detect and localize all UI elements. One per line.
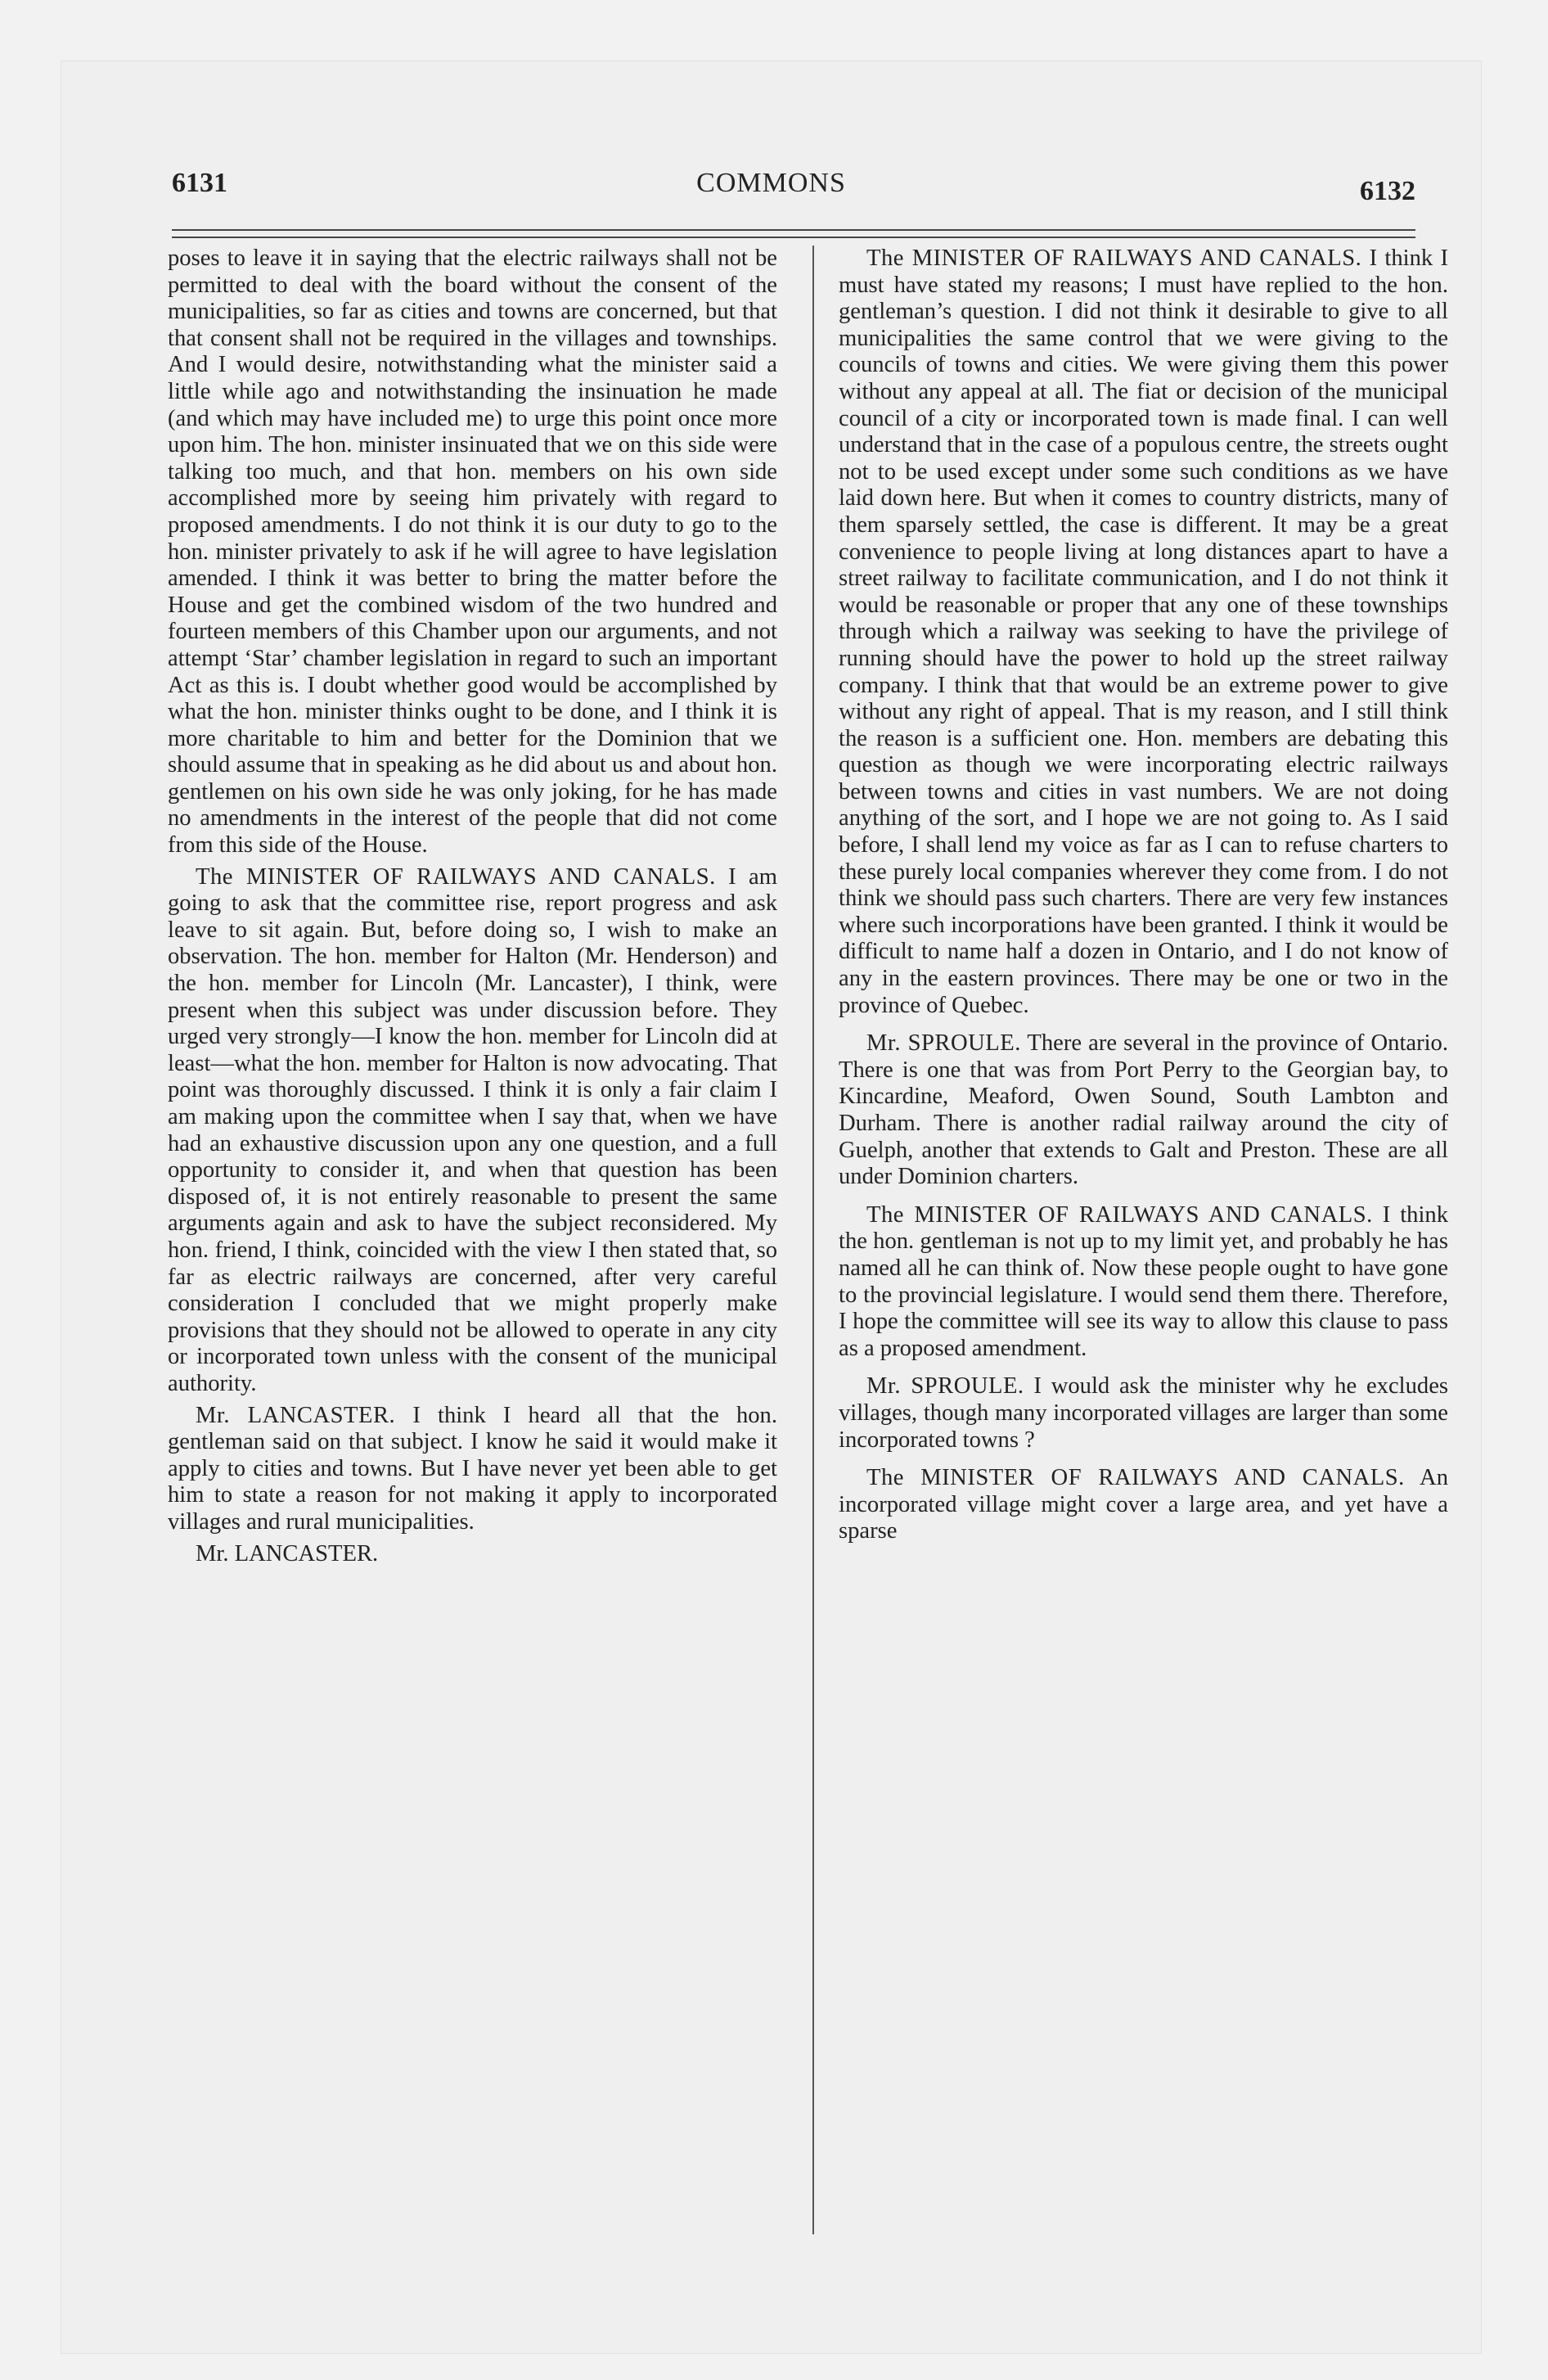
paragraph xyxy=(168,864,777,1398)
paragraph xyxy=(168,246,777,859)
header-rule xyxy=(172,229,1415,238)
speaker-name: The MINISTER OF RAILWAYS AND CANALS. xyxy=(196,863,716,890)
paragraph-text: An incorporated village might cover a large area, and yet have a sparse xyxy=(839,1465,1448,1544)
paragraph-text: I think I must have stated my reasons; I must have replied to the hon. gentleman’s question. I did not think it desirable to give to all municipalities the same control that we were giving to the councils of towns and cities. We were giving them this power without any appeal at all. The fiat or decision of the municipal council of a city or incorporated town is made final. I can well understand that in the case of a populous centre, the streets ought not to be used except under some such conditions as we have laid down here. But when it comes to country districts, many of them sparsely settled, the case is different. It may be a great convenience to people living at long distances apart to have a street railway to facilitate communication, and I do not think it would be reasonable or proper that any one of these townships through which a railway was seeking to have the privilege of running should have the power to hold up the street railway company. I think that that would be an extreme power to give without any right of appeal. That is my reason, and I still think the reason is a sufficient one. Hon. members are debating this question as though we were incorporating electric railways between towns and cities in vast numbers. We are not doing anything of the sort, and I hope we are not going to. As I said before, I shall lend my voice as far as I can to refuse charters to these purely local companies wherever they come from. I do not think we should pass such charters. There are very few instances where such incorporations have been granted. I think it would be difficult to name half a dozen in Ontario, and I do not know of any in the eastern provinces. There may be one or two in the province of Quebec. xyxy=(839,246,1448,1018)
paragraph-text: I think I heard all that the hon. gentleman said on that subject. I know he said it would make it apply to cities and towns. But I have never yet been able to get him to state a reason for not making it apply to incorporated villages and rural municipalities. xyxy=(168,1402,777,1535)
speaker-name: The MINISTER OF RAILWAYS AND CANALS. xyxy=(866,1465,1405,1491)
paragraph-text: I am going to ask that the committee rise, report progress and ask leave to sit again. But, before doing so, I wish to make an observation. The hon. member for Halton (Mr. Henderson) and the hon. member for Lincoln (Mr. Lancaster), I think, were present when this subject was under discussion before. They urged very strongly—I know the hon. member for Lincoln did at least—what the hon. member for Halton is now advocating. That point was thoroughly discussed. I think it is only a fair claim I am making upon the committee when I say that, when we have had an exhaustive discussion upon any one question, and a full opportunity to consider it, and when that question has been disposed of, it is not entirely reasonable to present the same arguments again and ask to have the subject reconsidered. My hon. friend, I think, coincided with the view I then stated that, so far as electric railways are concerned, after very careful consideration I concluded that we might properly make provisions that they should not be allowed to operate in any city or incorporated town unless with the consent of the municipal authority. xyxy=(168,863,777,1396)
column-divider xyxy=(812,246,814,2234)
paragraph xyxy=(839,1030,1448,1191)
speaker-name: Mr. SPROULE. xyxy=(866,1373,1024,1400)
right-page-number: 6132 xyxy=(1360,176,1415,206)
paragraph xyxy=(839,1465,1448,1545)
speaker-name: Mr. SPROULE. xyxy=(866,1030,1021,1057)
paragraph-text: I would ask the minister why he excludes villages, though many incorporated villages are larger than some incorporated towns ? xyxy=(839,1373,1449,1453)
paragraph-text: I think the hon. gentleman is not up to my limit yet, and probably he has named all he can think of. Now these people ought to have gone to the provincial legislature. I would send them there. Therefore, I hope the committee will see its way to allow this clause to pass as a proposed amendment. xyxy=(839,1201,1448,1361)
page-header xyxy=(61,168,1481,209)
footer-speaker-line: Mr. LANCASTER. xyxy=(196,1540,379,1566)
paragraph xyxy=(839,246,1448,1019)
paragraph-text: There are several in the province of Ontario. There is one that was from Port Perry to the Georgian bay, to Kincardine, Meaford, Owen Sound, South Lambton and Durham. There is another radial railway around the city of Guelph, another that extends to Galt and Preston. These are all under Dominion charters. xyxy=(839,1030,1448,1190)
paragraph xyxy=(839,1373,1448,1454)
left-column xyxy=(168,246,777,1572)
running-title: COMMONS xyxy=(696,168,846,198)
speaker-name: The MINISTER OF RAILWAYS AND CANALS. xyxy=(866,246,1362,271)
left-page-number: 6131 xyxy=(172,168,227,198)
speaker-name: The MINISTER OF RAILWAYS AND CANALS. xyxy=(866,1201,1373,1228)
speaker-name: Mr. LANCASTER. xyxy=(196,1402,396,1428)
paragraph xyxy=(168,1403,777,1536)
right-column xyxy=(839,246,1448,1550)
paragraph-text: poses to leave it in saying that the electric railways shall not be permitted to deal with the board without the consent of the municipalities, so far as cities and towns are concerned, but that that consent shall not be required in the villages and townships. And I would desire, notwithstanding what the minister said a little while ago and notwithstanding the insinuation he made (and which may have included me) to urge this point once more upon him. The hon. minister insinuated that we on this side were talking too much, and that hon. members on his own side accomplished more by seeing him privately with regard to proposed amendments. I do not think it is our duty to go to the hon. minister privately to ask if he will agree to have legislation amended. I think it was better to bring the matter before the House and get the combined wisdom of the two hundred and fourteen members of this Chamber upon our arguments, and not attempt ‘Star’ chamber legislation in regard to such an important Act as this is. I doubt whether good would be accomplished by what the hon. minister thinks ought to be done, and I think it is more charitable to him and better for the Dominion that we should assume that in speaking as he did about us and about hon. gentlemen on his own side he was only joking, for he has made no amendments in the interest of the people that did not come from this side of the House. xyxy=(168,246,777,859)
paragraph xyxy=(839,1202,1448,1363)
page-sheet xyxy=(61,61,1481,2353)
